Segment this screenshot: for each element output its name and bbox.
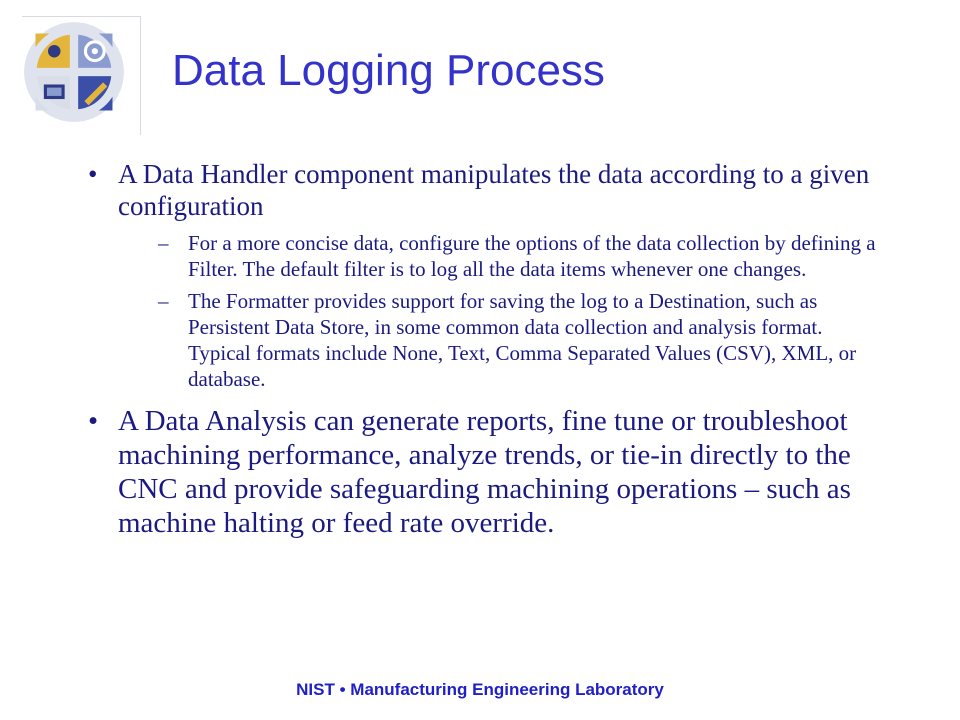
bullet-item <box>88 158 888 392</box>
footer-lab: Manufacturing Engineering Laboratory <box>350 680 664 699</box>
sub-bullet-item <box>118 230 888 282</box>
footer <box>0 680 960 700</box>
bullet-item <box>88 404 888 540</box>
bullet-text: A Data Handler component manipulates the data according to a given configuration <box>118 159 870 221</box>
footer-separator: • <box>339 680 346 699</box>
bullet-text: A Data Analysis can generate reports, fine tune or troubleshoot machining performance, analyze trends, or tie-in directly to the CNC and provide safeguarding machining operations – such as machine halting or feed rate override. <box>118 405 851 539</box>
slide-body <box>88 158 888 540</box>
bullet-marker: • <box>88 159 98 189</box>
nist-mel-logo-icon <box>22 20 126 124</box>
sub-bullet-text: The Formatter provides support for saving the log to a Destination, such as Persistent Data Store, in some common data collection and analysis format. Typical formats include None, Text, Comma Separated Values (CSV), XML, or database. <box>188 289 857 391</box>
sub-bullet-list <box>118 230 888 392</box>
sub-bullet-text: For a more concise data, configure the options of the data collection by defining a Filter. The default filter is to log all the data items whenever one changes. <box>188 231 876 281</box>
sub-bullet-item <box>118 288 888 392</box>
slide-title: Data Logging Process <box>172 46 605 95</box>
bullet-marker: • <box>88 405 99 437</box>
sub-bullet-marker: – <box>158 289 169 313</box>
sub-bullet-marker: – <box>158 231 169 255</box>
footer-org: NIST <box>296 680 335 699</box>
